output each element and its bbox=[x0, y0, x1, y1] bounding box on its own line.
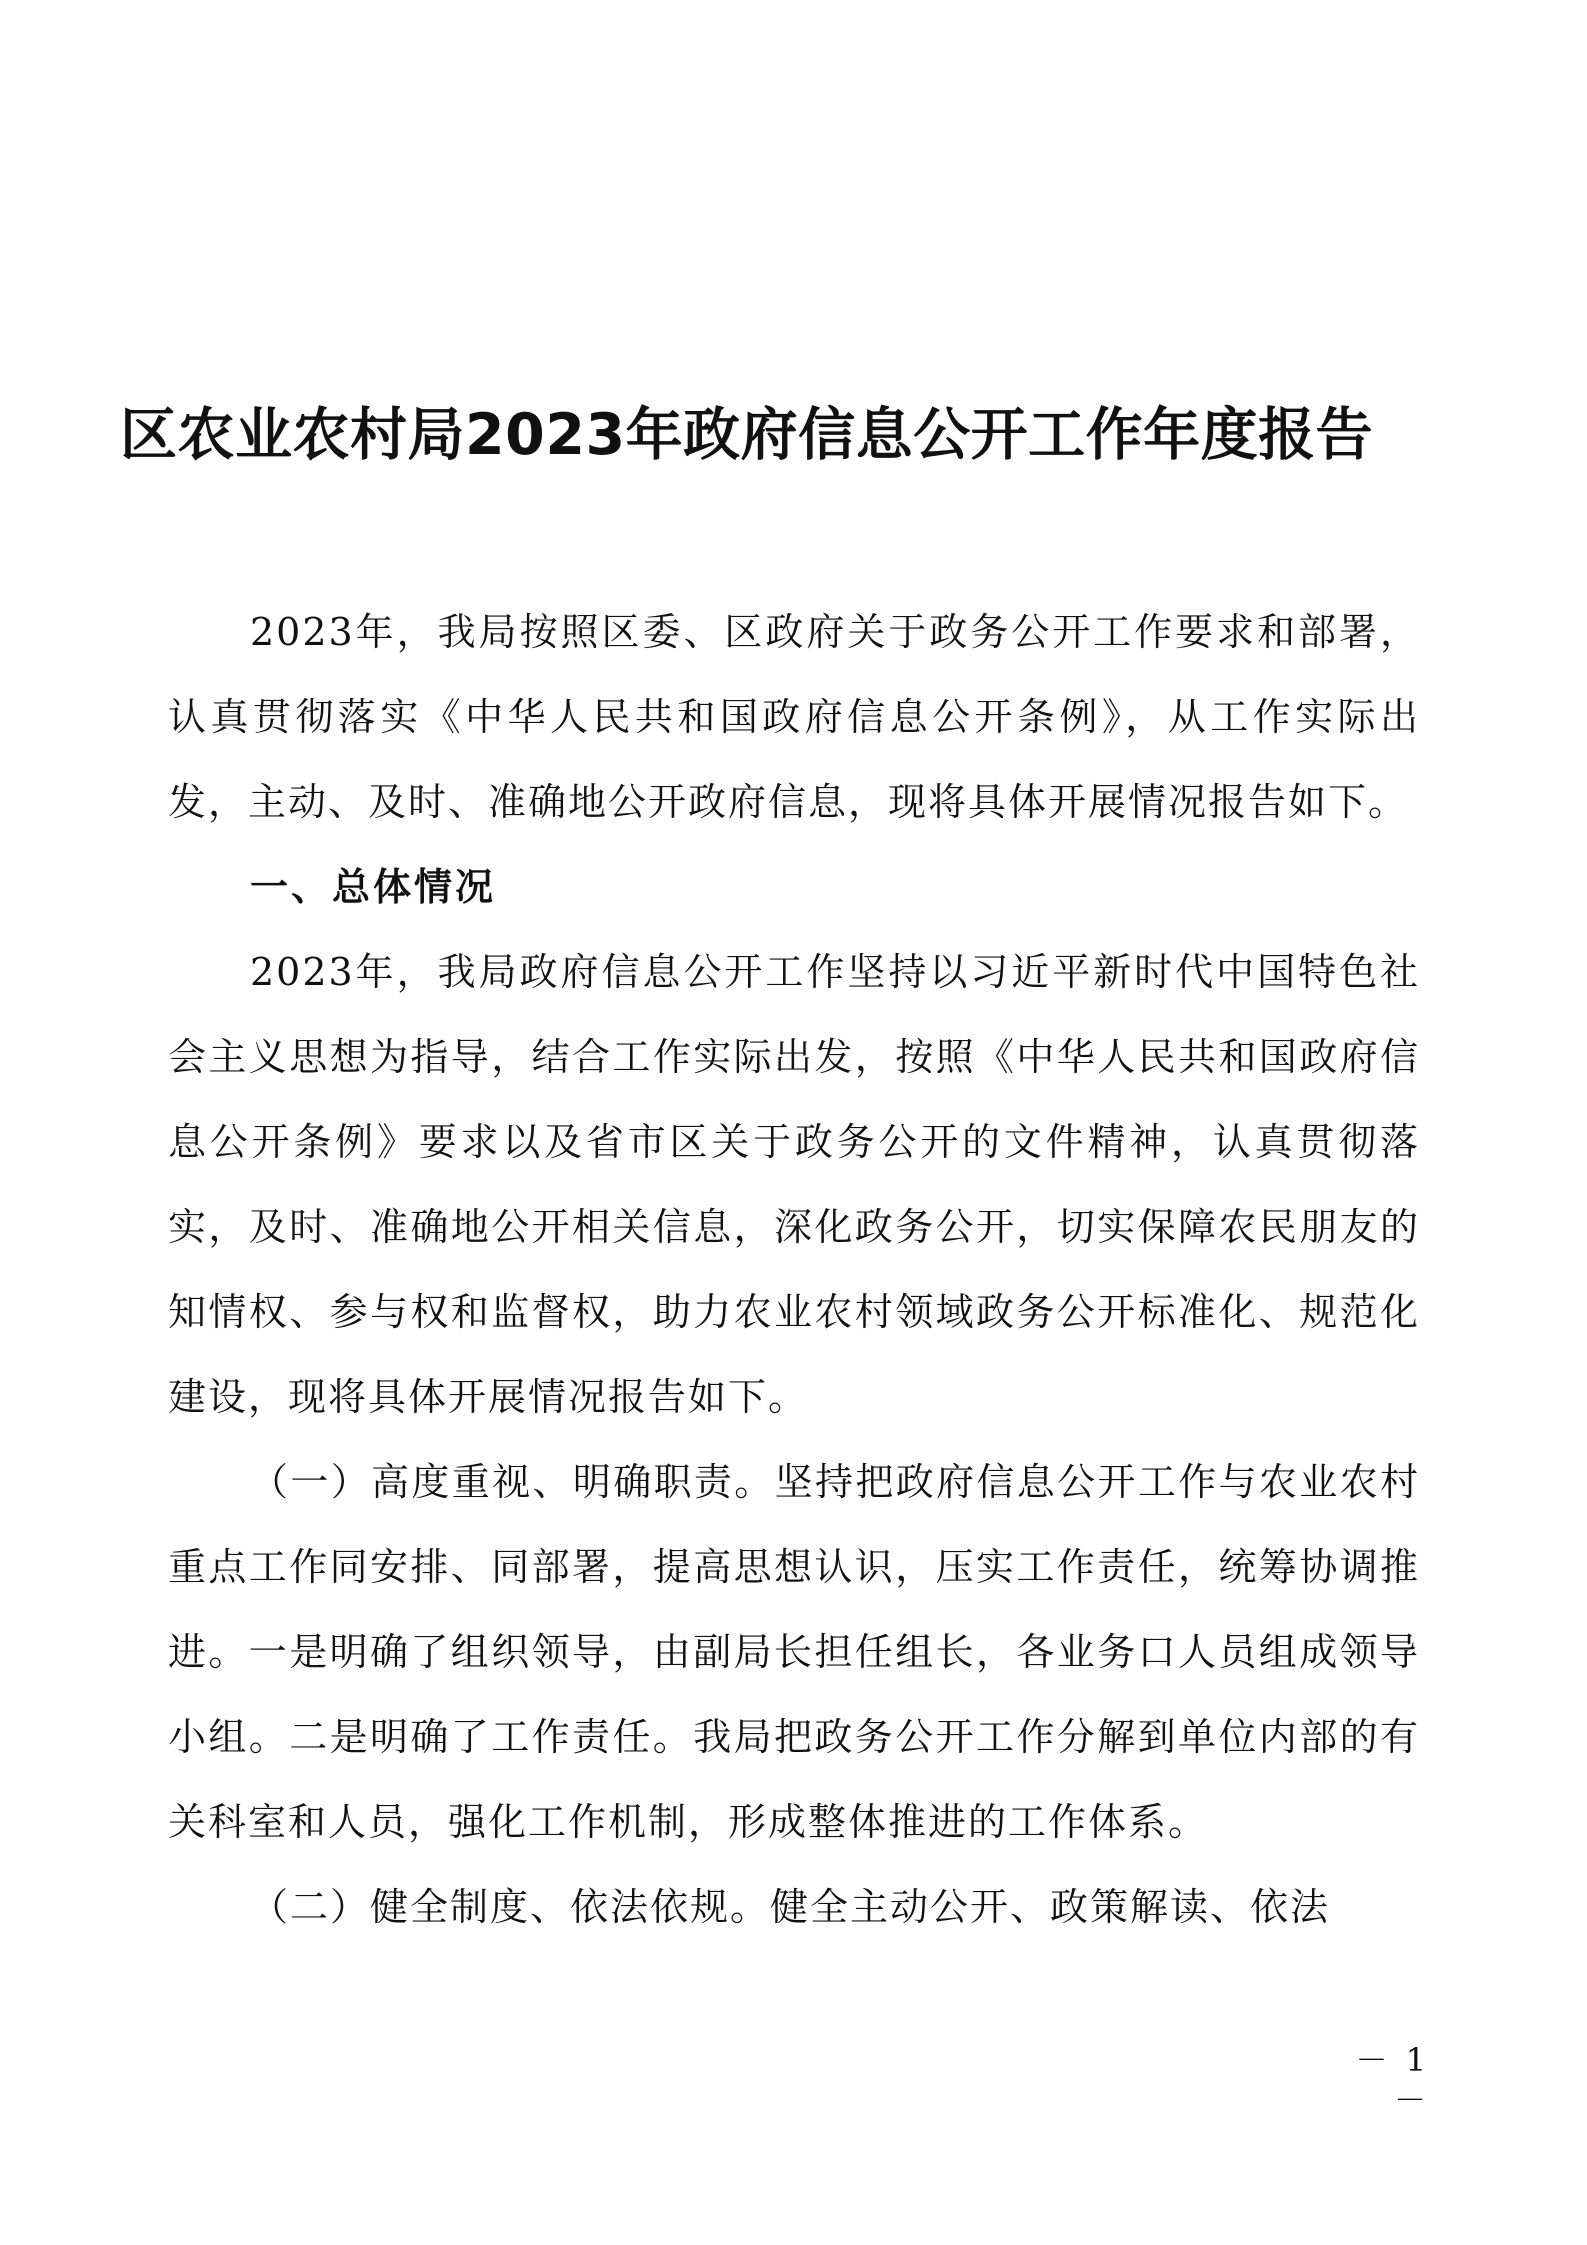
section-heading-overview: 一、总体情况 bbox=[250, 865, 497, 909]
document-body bbox=[168, 590, 1420, 1950]
subsection-paragraph-1: （一）高度重视、明确职责。坚持把政府信息公开工作与农业农村重点工作同安排、同部署，提高思想认识，压实工作责任，统筹协调推进。一是明确了组织领导，由副局长担任组长，各业务口人员组成领导小组。二是明确了工作责任。我局把政务公开工作分解到单位内部的有关科室和人员，强化工作机制，形成整体推进的工作体系。 bbox=[168, 1460, 1420, 1844]
subsection-paragraph-2: （二）健全制度、依法依规。健全主动公开、政策解读、依法 bbox=[250, 1885, 1331, 1929]
page-number: － 1 － bbox=[1355, 2041, 1430, 2119]
overview-paragraph: 2023年，我局政府信息公开工作坚持以习近平新时代中国特色社会主义思想为指导，结合工作实际出发，按照《中华人民共和国政府信息公开条例》要求以及省市区关于政务公开的文件精神，认真贯彻落实，及时、准确地公开相关信息，深化政务公开，切实保障农民朋友的知情权、参与权和监督权，助力农业农村领域政务公开标准化、规范化建设，现将具体开展情况报告如下。 bbox=[168, 950, 1420, 1419]
intro-paragraph: 2023年，我局按照区委、区政府关于政务公开工作要求和部署，认真贯彻落实《中华人民共和国政府信息公开条例》，从工作实际出发，主动、及时、准确地公开政府信息，现将具体开展情况报告如下。 bbox=[168, 610, 1420, 824]
document-title: 区农业农村局2023年政府信息公开工作年度报告 bbox=[120, 402, 1374, 468]
